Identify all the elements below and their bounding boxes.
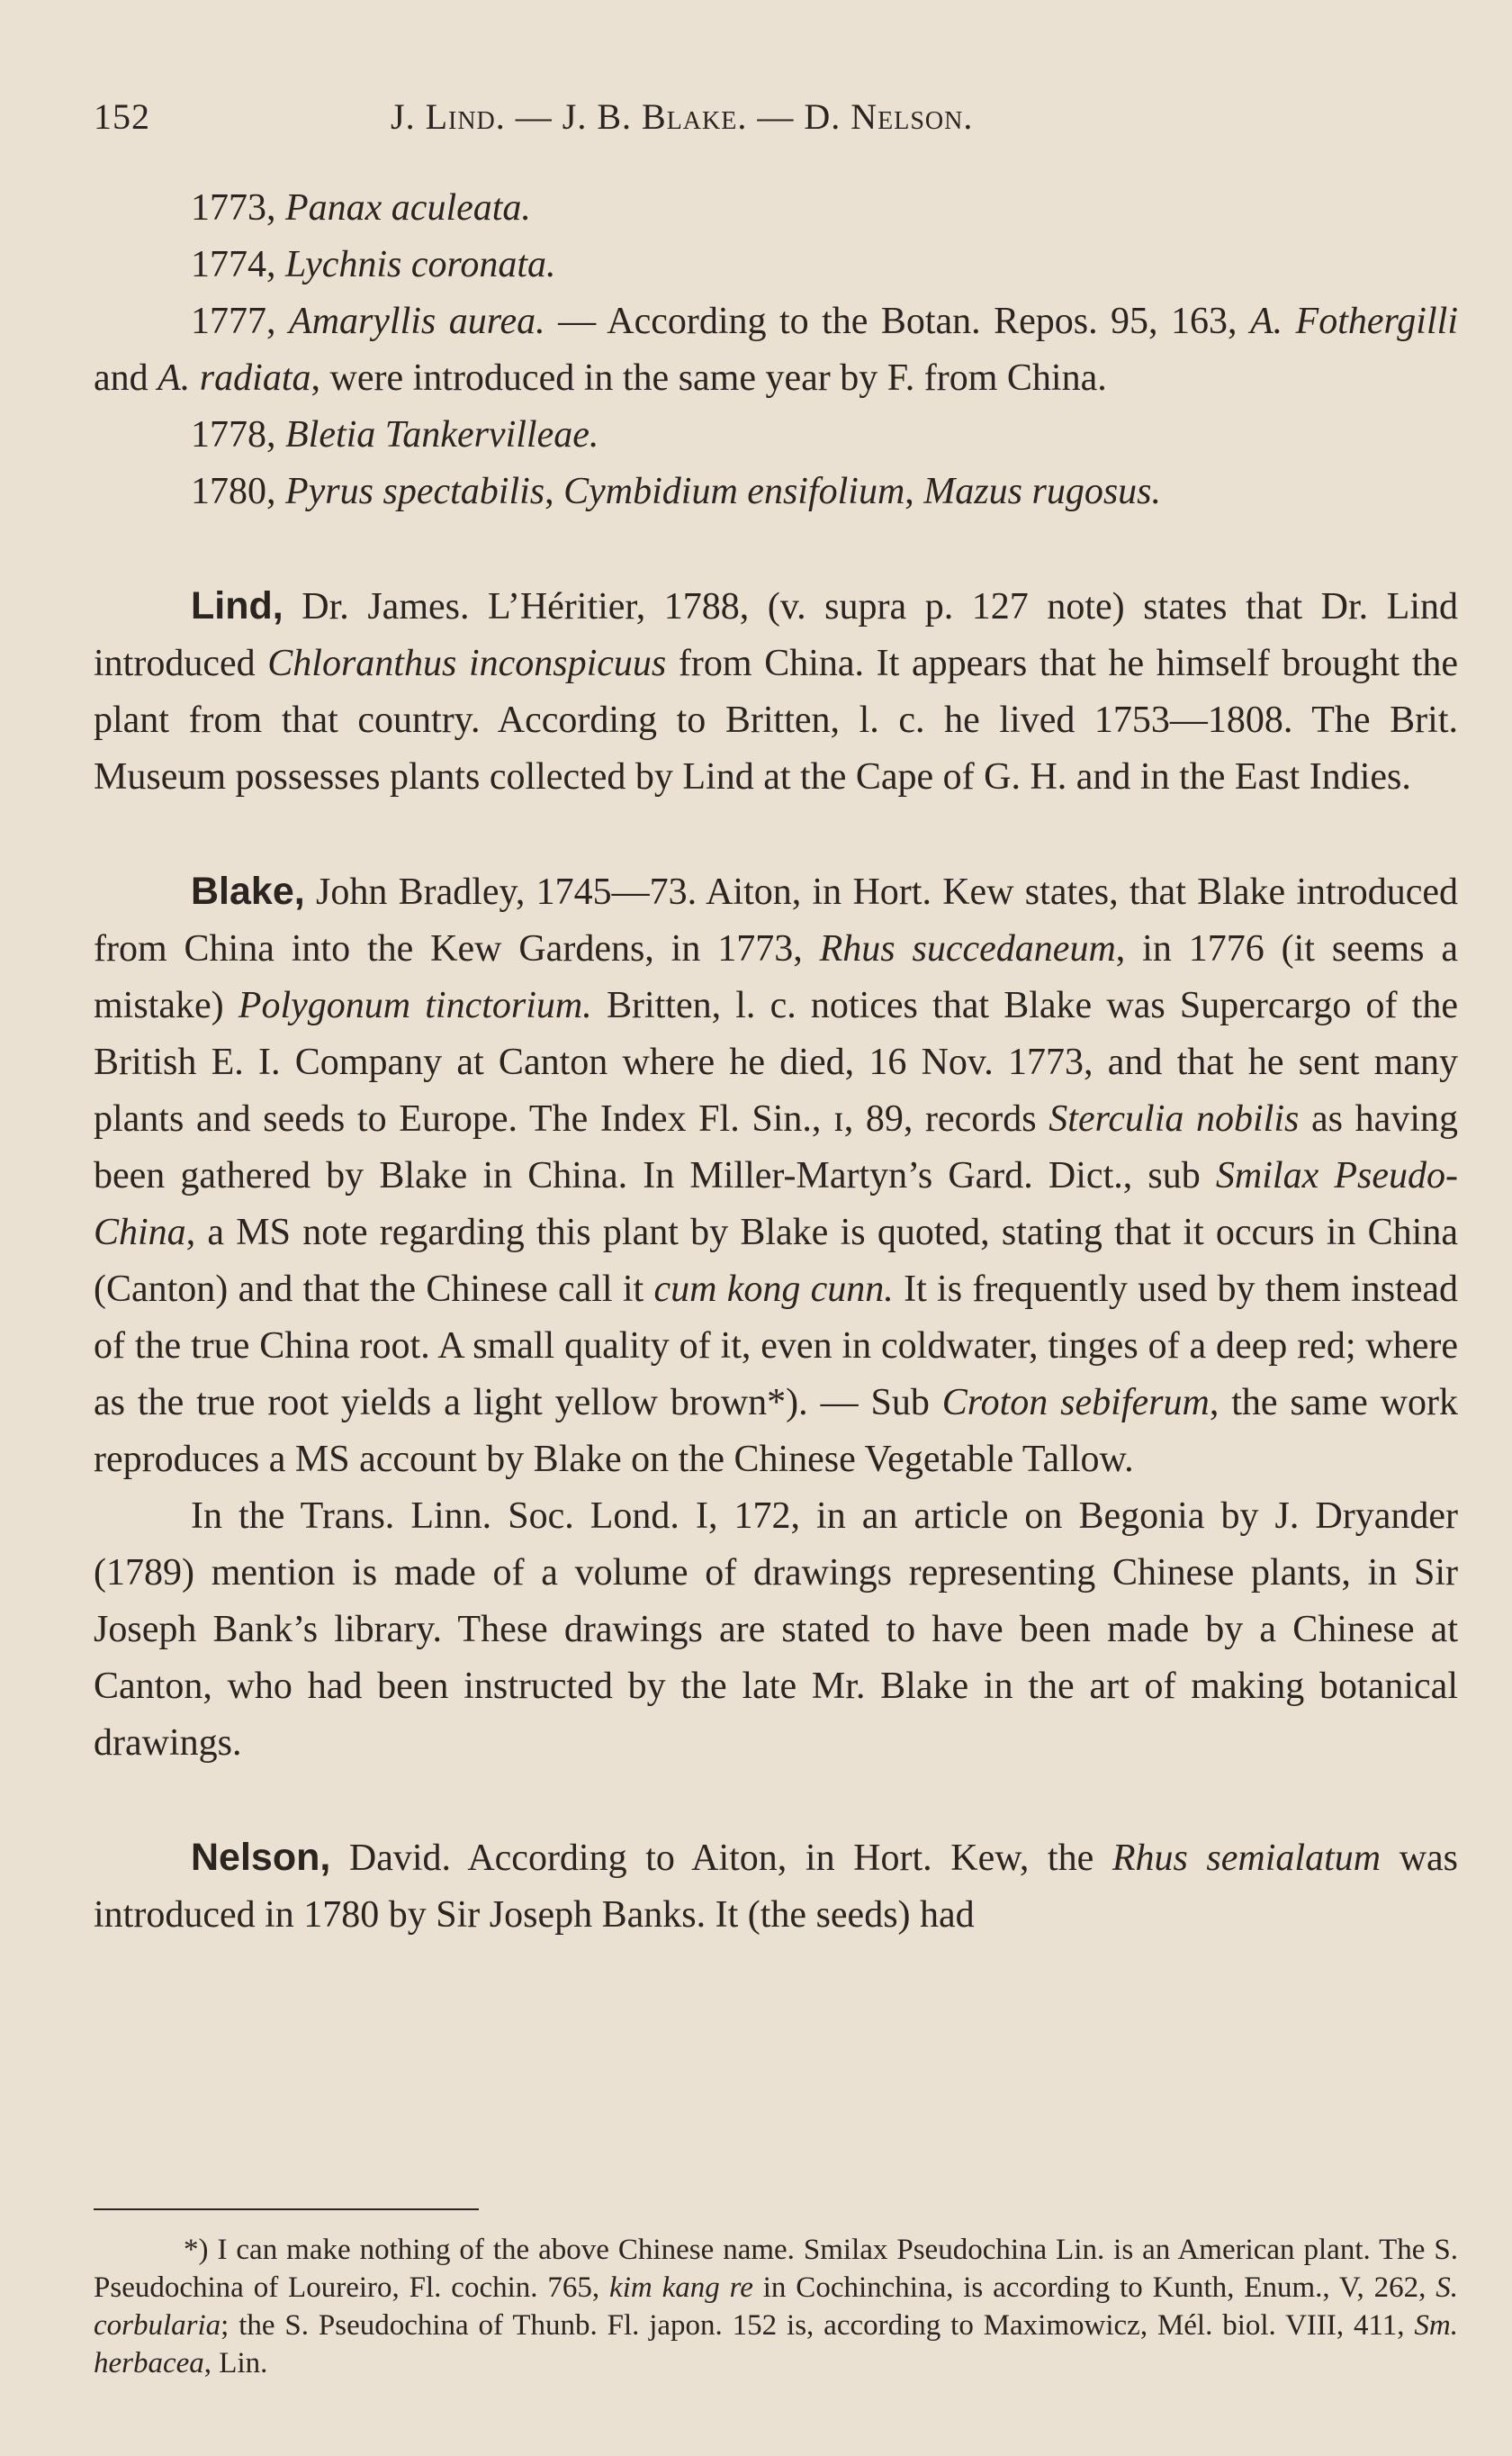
paragraph-text: John Bradley, 1745—73. Aiton, in Hort. Kew states, that Blake introduced from China into the Kew Gardens, in 1773, xyxy=(94,871,1458,970)
paragraph-text: was introduced in 1780 by Sir Joseph Banks. It (the seeds) had xyxy=(94,1837,1459,1936)
lind-paragraph xyxy=(94,578,1458,806)
footnote-part: *) I can make nothing of the above Chinese name. Smilax Pseudochina Lin. is an American plant. The S. Pseudochina of Loureiro, Fl. cochin. 765, xyxy=(94,2234,1458,2304)
entry-1780 xyxy=(94,464,1458,520)
separator: , xyxy=(904,471,924,512)
species-name: Pyrus spectabilis xyxy=(285,471,545,512)
nelson-paragraph xyxy=(94,1829,1458,1944)
paragraph-text: from China. It appears that he himself brought the plant from that country. According to Britten, l. c. he lived 1753—1808. The Brit. Museum possesses plants collected by Lind at the Cape of G. H. and in the East Indies. xyxy=(94,643,1459,798)
entry-year: 1778, xyxy=(191,414,285,456)
species-name: Lychnis coronata. xyxy=(285,244,556,285)
footnote xyxy=(94,2231,1458,2382)
paragraph-text: , the same work reproduces a MS account by Blake on the Chinese Vegetable Tallow. xyxy=(94,1382,1458,1480)
species-name: Amaryllis aurea. xyxy=(288,301,545,342)
paragraph-text: Britten, l. c. notices that Blake was Supercargo of the British E. I. Company at Canton where he died, 16 Nov. 1773, and that he sent many plants and seeds to Europe. The Index Fl. Sin., ɪ, 89, records xyxy=(94,985,1458,1140)
blake-trans-paragraph: In the Trans. Linn. Soc. Lond. I, 172, in an article on Begonia by J. Dryander (1789) mention is made of a volume of drawings representing Chinese plants, in Sir Joseph Bank’s library. These drawings are stated to have been made by a Chinese at Canton, who had been instructed by the late Mr. Blake in the art of making botanical drawings. xyxy=(94,1495,1458,1764)
main-text xyxy=(94,180,1458,1944)
entry-text: and xyxy=(94,357,158,399)
species-name: Smilax Pseudo-China xyxy=(94,1155,1458,1253)
species-name: Rhus semialatum xyxy=(1112,1837,1382,1879)
paragraph-text: David. According to Aiton, in Hort. Kew, the xyxy=(330,1837,1112,1879)
species-name: Sterculia nobilis xyxy=(1048,1098,1300,1140)
nelson-name: Nelson, xyxy=(191,1836,331,1879)
paragraph-text: , a MS note regarding this plant by Blake is quoted, stating that it occurs in China (Canton) and that the Chinese call it xyxy=(94,1212,1458,1310)
entry-year: 1773, xyxy=(191,187,285,229)
species-name: A. radiata xyxy=(158,357,311,399)
species-name: S. corbularia xyxy=(94,2271,1459,2342)
page-number: 152 xyxy=(94,96,150,137)
entry-1773 xyxy=(94,180,1458,237)
species-name: Polygonum tinctorium. xyxy=(238,985,592,1026)
footnote-rule xyxy=(94,2208,479,2210)
footnote-text xyxy=(94,2231,1458,2382)
paragraph-text: , in 1776 (it seems a mistake) xyxy=(94,928,1458,1026)
entry-year: 1774, xyxy=(191,244,285,285)
running-title: J. Lind. — J. B. Blake. — D. Nelson. xyxy=(391,96,974,137)
species-name: Croton sebiferum xyxy=(941,1382,1210,1423)
lind-name: Lind, xyxy=(191,584,284,628)
page-header xyxy=(94,90,1462,144)
entry-1777 xyxy=(94,293,1458,407)
species-name: kim kang re xyxy=(609,2271,753,2304)
footnote-part: in Cochinchina, is according to Kunth, Enum., V, 262, xyxy=(752,2271,1436,2304)
species-name: A. Fothergilli xyxy=(1249,301,1458,342)
species-name: Chloranthus inconspicuus xyxy=(267,643,667,684)
species-name: Rhus succedaneum xyxy=(819,928,1116,970)
paragraph-text: It is frequently used by them instead of the true China root. A small quality of it, even in coldwater, tinges of a deep red; where as the true root yields a light yellow brown*). — Sub xyxy=(94,1269,1458,1423)
species-name: Mazus rugosus. xyxy=(923,471,1162,512)
chinese-name: cum kong cunn. xyxy=(653,1269,894,1310)
blake-paragraph xyxy=(94,863,1458,1488)
blake-name: Blake, xyxy=(191,870,305,913)
entry-1778 xyxy=(94,407,1458,464)
paragraph-text: Dr. James. L’Héritier, 1788, (v. supra p. 127 note) states that Dr. Lind introduced xyxy=(94,586,1458,684)
entry-year: 1777, xyxy=(191,301,289,342)
footnote-part: ; the S. Pseudochina of Thunb. Fl. japon. 152 is, according to Maximowicz, Mél. biol. VIII, 411, xyxy=(220,2309,1415,2342)
entry-text: , were introduced in the same year by F. from China. xyxy=(310,357,1107,399)
species-name: Sm. herbacea xyxy=(94,2309,1458,2379)
entry-year: 1780, xyxy=(191,471,285,512)
footnote-part: , Lin. xyxy=(203,2347,268,2379)
entry-1774 xyxy=(94,237,1458,293)
species-name: Panax aculeata. xyxy=(285,187,531,229)
entry-text: — According to the Botan. Repos. 95, 163, xyxy=(544,301,1250,342)
species-name: Cymbidium ensifolium xyxy=(563,471,905,512)
species-name: Bletia Tankervilleae. xyxy=(285,414,599,456)
separator: , xyxy=(544,471,564,512)
paragraph-text: as having been gathered by Blake in China. In Miller-Martyn’s Gard. Dict., sub xyxy=(94,1098,1458,1196)
